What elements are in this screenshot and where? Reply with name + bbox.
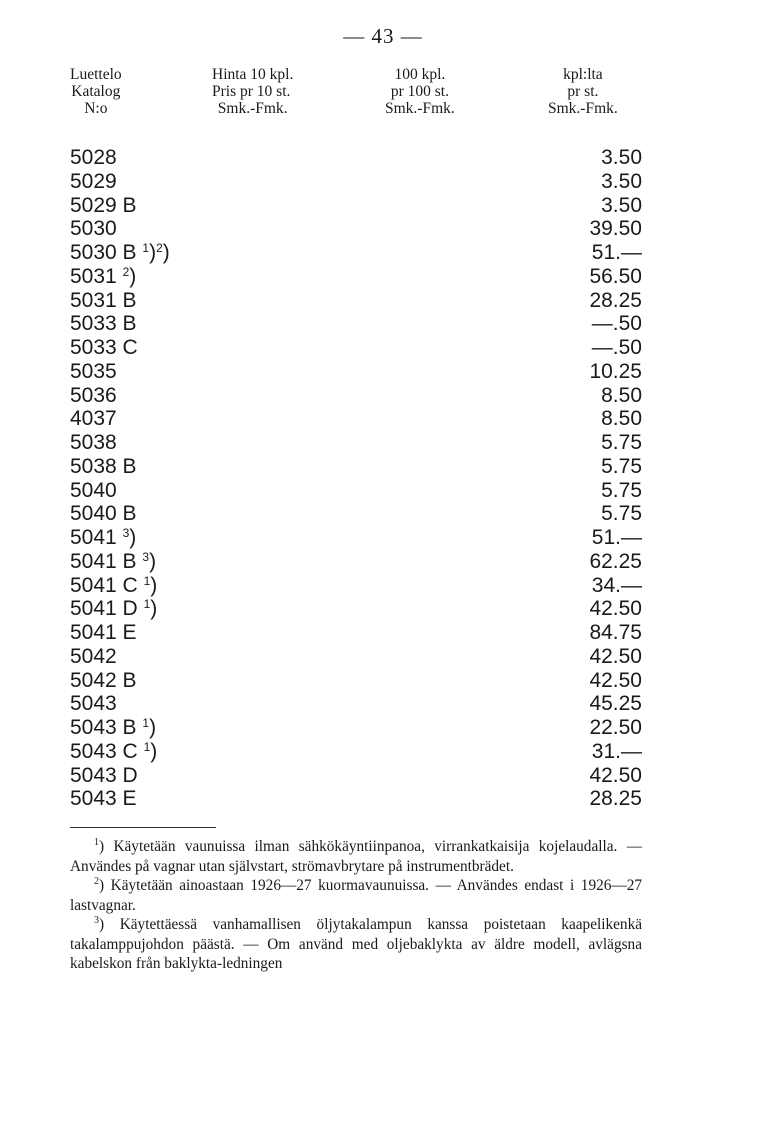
header-price-each-line: kpl:lta (563, 66, 603, 83)
table-row (70, 574, 642, 598)
catalog-number: 5041 E (70, 621, 137, 644)
table-row (70, 669, 642, 693)
table-row (70, 621, 642, 645)
price-each: 39.50 (589, 217, 642, 241)
catalog-number: 5036 (70, 383, 117, 407)
table-row (70, 740, 642, 764)
catalog-number: 5042 (70, 644, 117, 668)
table-row (70, 217, 642, 241)
footnote-ref: 1 (143, 597, 151, 612)
footnotes (70, 837, 642, 974)
catalog-number: 5029 B (70, 193, 137, 217)
price-each: 5.75 (601, 478, 642, 502)
price-table (70, 146, 642, 811)
footnote: $^1$) Käytetään vaunuissa ilman sähkökäyntiinpanoa, virrankatkaisija kojelaudalla. — Användes på vagnar utan självstart, strömavbrytare på instrumentbrädet. (70, 837, 643, 875)
price-each: 8.50 (601, 383, 642, 407)
header-price-each-line: Smk.-Fmk. (548, 100, 618, 117)
header-price-10-line: Pris pr 10 st. (212, 83, 291, 100)
catalog-number: 5041 B $^3$) (70, 549, 157, 573)
price-each: 42.50 (589, 644, 642, 668)
catalog-number: 5030 (70, 217, 117, 241)
catalog-number: 5043 D (70, 763, 138, 787)
footnote-ref: 2 (156, 241, 163, 255)
price-each: 3.50 (601, 193, 642, 217)
catalog-number: 5043 B $^1$) (70, 716, 157, 739)
header-price-100-line: 100 kpl. (394, 66, 446, 83)
price-each: 51.— (591, 526, 642, 549)
table-row (70, 455, 642, 479)
column-headers (0, 66, 766, 120)
catalog-number: 5041 D $^1$) (70, 597, 158, 621)
table-row (70, 597, 642, 621)
catalog-number: 5040 B (70, 502, 137, 526)
catalog-number: 5028 (70, 146, 117, 169)
header-price-100-line: pr 100 st. (390, 83, 449, 100)
table-row (70, 550, 642, 574)
table-row (70, 692, 642, 716)
catalog-number: 5043 (70, 692, 117, 716)
header-price-10 (212, 66, 293, 117)
table-row (70, 526, 642, 550)
footnote-mark: 3 (94, 915, 99, 926)
catalog-number: 5041 $^3$) (70, 526, 137, 549)
footnote-ref: 3 (122, 526, 130, 540)
footnote-ref: 1 (143, 739, 151, 754)
footnote-text: Käytetään vaunuissa ilman sähkökäyntiinpanoa, virrankatkaisija kojelaudalla. — Användes på vagnar utan självstart, strömavbrytare på instrumentbrädet. (70, 838, 643, 875)
catalog-number: 5030 B $^1$)$^2$) (70, 241, 170, 264)
footnote-divider (70, 827, 216, 828)
catalog-number: 5033 C (70, 336, 138, 359)
footnote: $^2$) Käytetään ainoastaan 1926—27 kuormavaunuissa. — Användes endast i 1926—27 lastvagnar. (70, 876, 642, 914)
price-each: 28.25 (589, 288, 642, 312)
table-row (70, 312, 642, 336)
price-each: 3.50 (601, 169, 642, 193)
catalog-number: 5042 B (70, 668, 137, 692)
table-row (70, 384, 642, 408)
page-number: — 43 — (343, 24, 423, 48)
price-each: 5.75 (601, 502, 642, 526)
table-row (70, 407, 642, 431)
header-price-each-line: pr st. (567, 83, 599, 100)
table-row (70, 289, 642, 313)
price-each: —.50 (591, 312, 642, 336)
header-catalog-line: Katalog (71, 83, 121, 100)
footnote-ref: 2 (122, 264, 130, 279)
table-row (70, 787, 642, 811)
header-price-100 (385, 66, 455, 117)
footnote-ref: 3 (142, 549, 150, 564)
footnote-mark: 1 (94, 837, 99, 848)
catalog-number: 5043 C $^1$) (70, 739, 158, 763)
price-each: 31.— (591, 739, 642, 763)
catalog-number: 5038 (70, 431, 117, 454)
price-each: 8.50 (601, 407, 642, 431)
table-row (70, 360, 642, 384)
price-each: 84.75 (589, 621, 642, 644)
catalog-number: 5038 B (70, 454, 137, 478)
price-each: 34.— (591, 573, 642, 597)
table-row (70, 265, 642, 289)
footnote-mark: 2 (94, 876, 99, 887)
table-row (70, 170, 642, 194)
price-each: 5.75 (601, 454, 642, 478)
footnote-ref: 1 (142, 241, 150, 255)
price-each: 22.50 (589, 716, 642, 739)
price-each: 28.25 (589, 787, 642, 811)
catalog-number: 5041 C $^1$) (70, 573, 158, 597)
footnote-ref: 1 (143, 573, 151, 588)
price-each: 3.50 (601, 146, 642, 169)
price-each: 42.50 (589, 597, 642, 621)
price-each: 10.25 (589, 359, 642, 383)
catalog-number: 5031 $^2$) (70, 264, 137, 288)
catalog-number: 5043 E (70, 787, 137, 811)
price-each: 51.— (591, 241, 642, 264)
table-row (70, 479, 642, 503)
header-price-10-line: Hinta 10 kpl. (212, 66, 294, 83)
price-each: —.50 (591, 336, 642, 359)
price-each: 5.75 (601, 431, 642, 454)
header-catalog (70, 66, 122, 117)
header-price-10-line: Smk.-Fmk. (217, 100, 288, 117)
catalog-number: 5035 (70, 359, 117, 383)
price-each: 42.50 (589, 668, 642, 692)
table-row (70, 194, 642, 218)
header-catalog-line: Luettelo (70, 66, 122, 83)
table-row (70, 431, 642, 455)
price-each: 56.50 (589, 264, 642, 288)
header-catalog-line: N:o (84, 100, 108, 117)
footnote: $^3$) Käytettäessä vanhamallisen öljytakalampun kanssa poistetaan kaapelikenkä takalamppujohdon päästä. — Om använd med oljebaklykta av äldre modell, avlägsna kabelskon från baklykta-ledningen (70, 915, 643, 972)
footnote-text: Käytetään ainoastaan 1926—27 kuormavaunuissa. — Användes endast i 1926—27 lastvagnar. (70, 877, 642, 914)
price-each: 62.25 (589, 549, 642, 573)
catalog-number: 5029 (70, 169, 117, 193)
table-row (70, 502, 642, 526)
table-row (70, 241, 642, 265)
footnote-text: Käytettäessä vanhamallisen öljytakalampun kanssa poistetaan kaapelikenkä takalamppujohdon päästä. — Om använd med oljebaklykta av äldre modell, avlägsna kabelskon från baklykta-ledningen (70, 916, 643, 972)
table-row (70, 336, 642, 360)
table-row (70, 146, 642, 170)
price-each: 45.25 (589, 692, 642, 716)
header-price-each (548, 66, 618, 117)
catalog-number: 4037 (70, 407, 117, 431)
catalog-number: 5040 (70, 478, 117, 502)
table-row (70, 716, 642, 740)
table-row (70, 645, 642, 669)
footnote-ref: 1 (142, 716, 150, 730)
table-row (70, 764, 642, 788)
header-price-100-line: Smk.-Fmk. (385, 100, 455, 117)
catalog-number: 5033 B (70, 312, 137, 336)
catalog-number: 5031 B (70, 288, 137, 312)
price-each: 42.50 (589, 763, 642, 787)
